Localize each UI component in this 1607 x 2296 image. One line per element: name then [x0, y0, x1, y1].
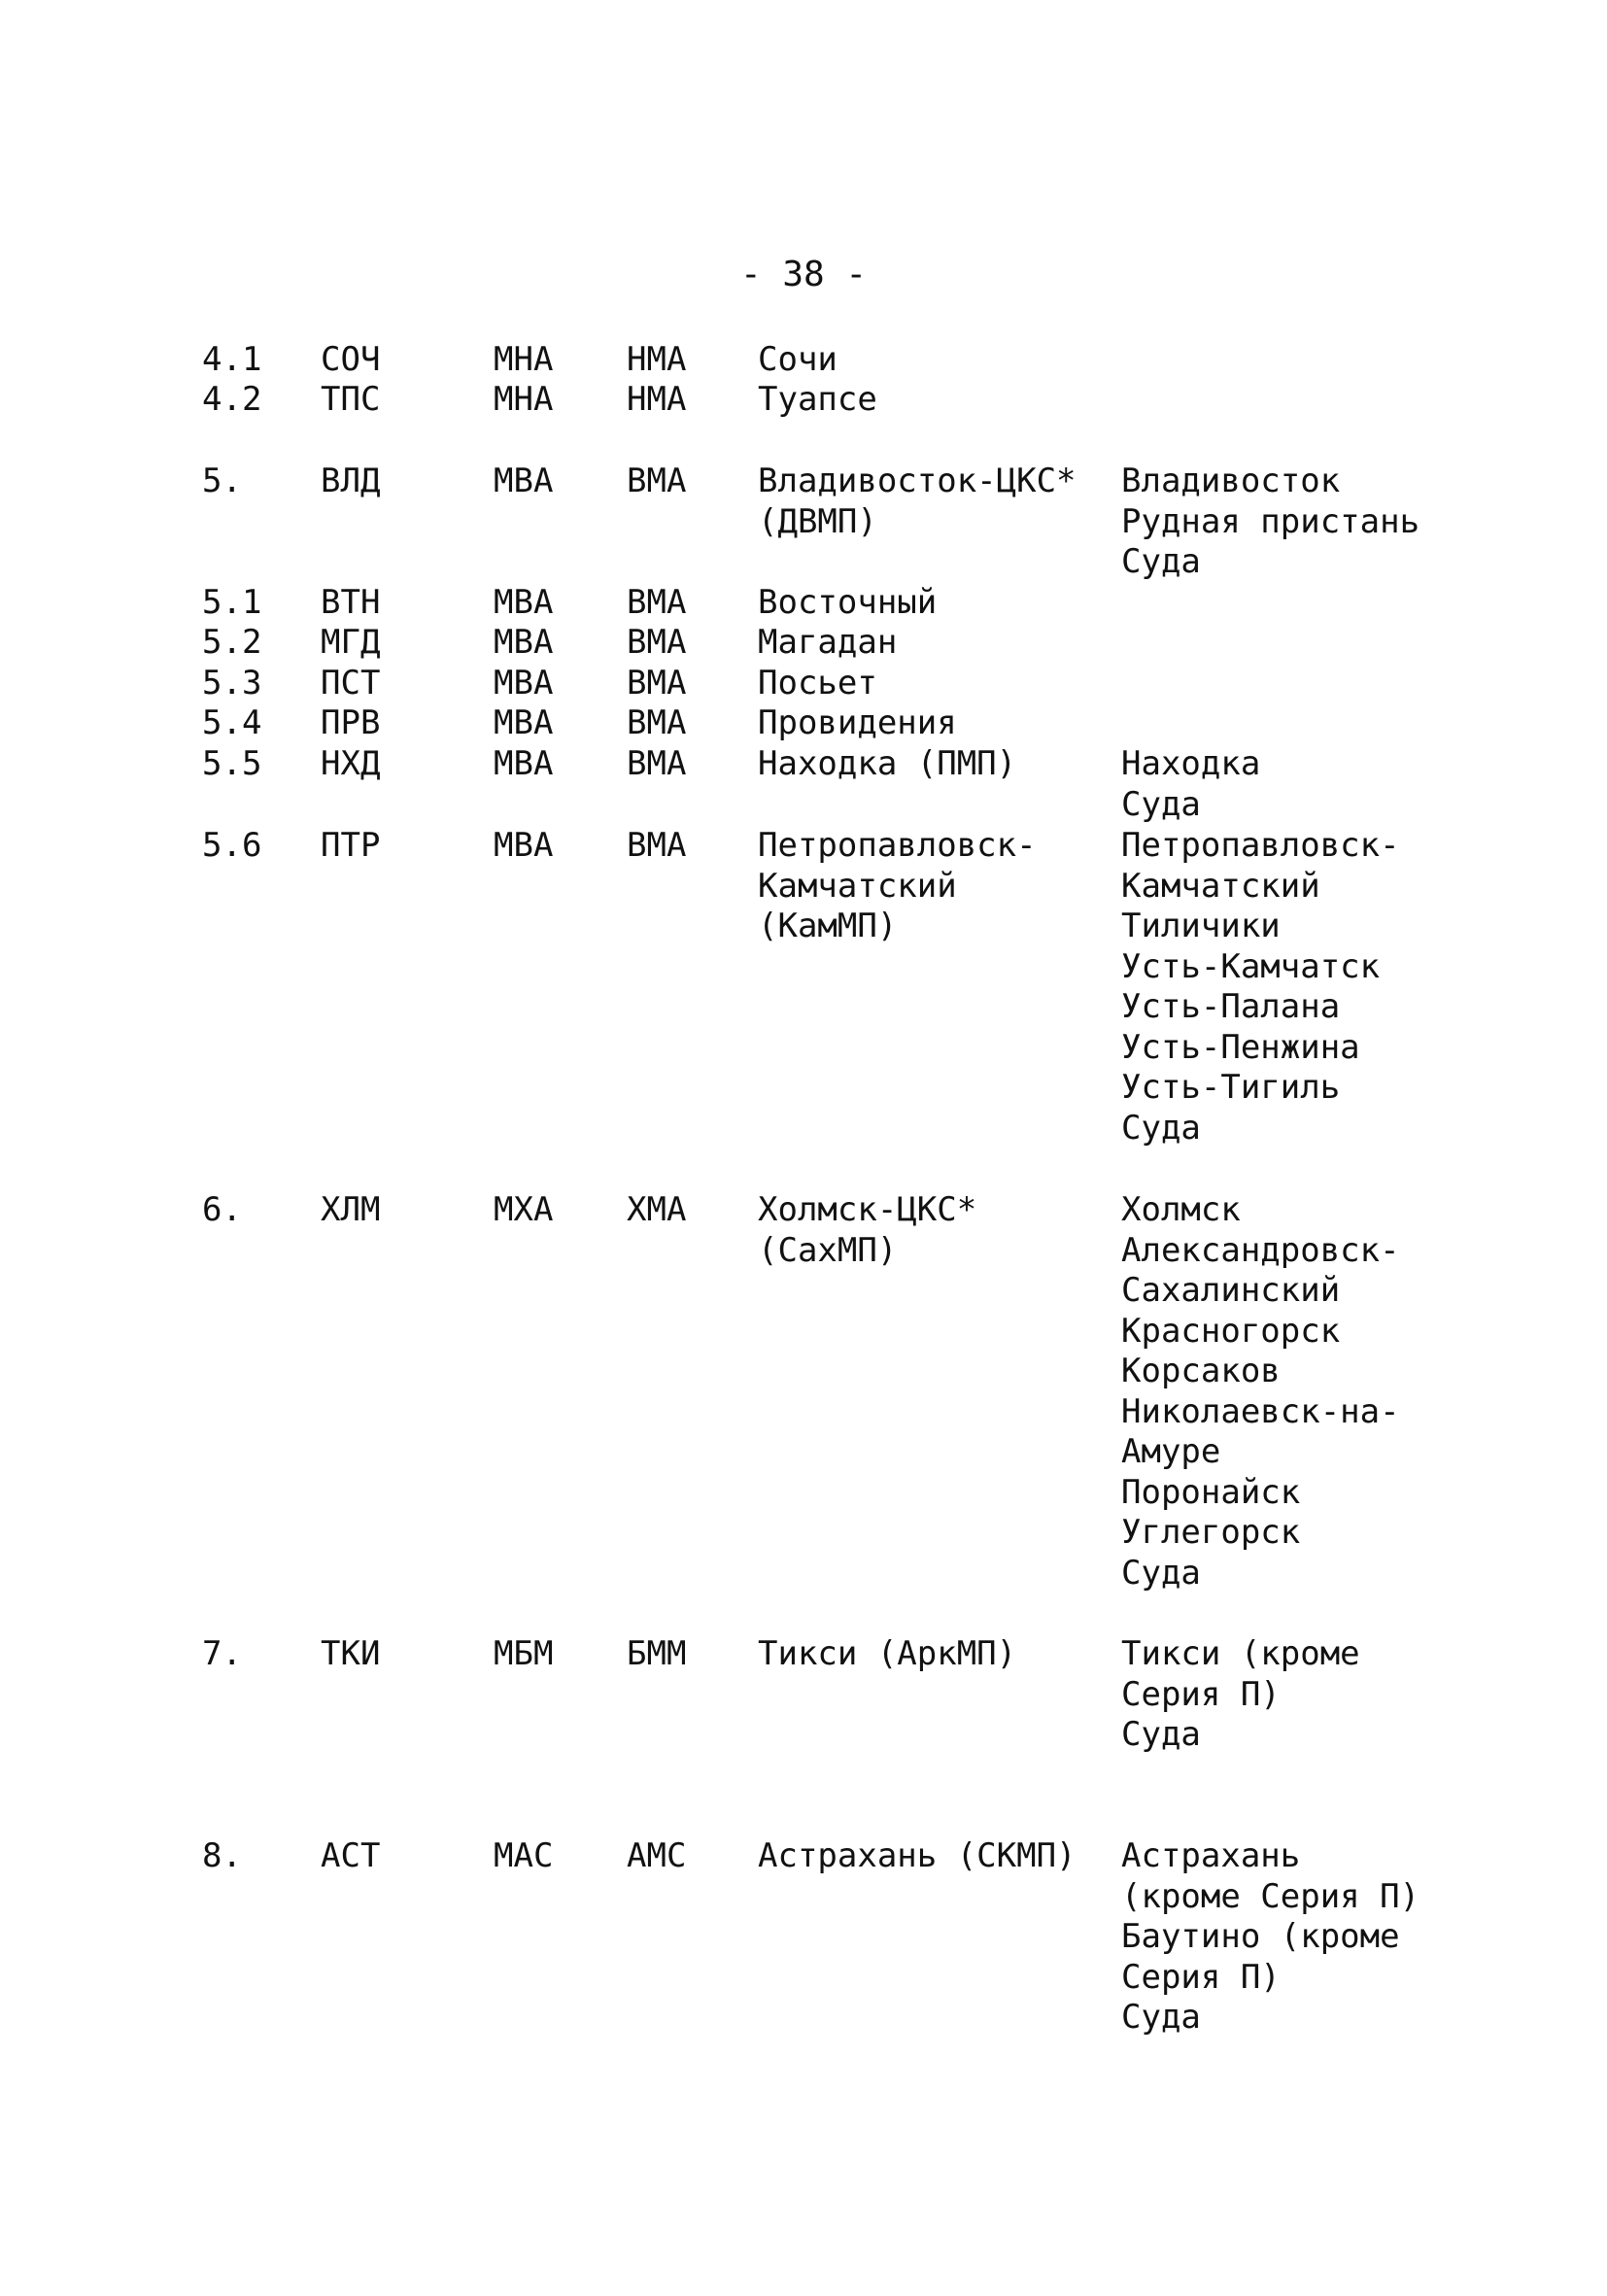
station-name-line: Холмск-ЦКС* — [758, 1190, 977, 1229]
row-number: 5.3 — [202, 664, 262, 703]
abbreviation-1: МВА — [494, 744, 554, 783]
station-name — [758, 340, 838, 381]
row-number: 7. — [202, 1634, 242, 1673]
row-number: 4.2 — [202, 380, 262, 419]
served-ports-line: Астрахань — [1121, 1836, 1301, 1875]
abbreviation-2: ХМА — [627, 1190, 687, 1229]
served-ports — [1121, 744, 1260, 825]
station-name-line: Петропавловск- — [758, 826, 1037, 865]
served-ports-line: Суда — [1121, 542, 1201, 581]
station-name-line: Камчатский — [758, 866, 957, 906]
abbreviation-1: МНА — [494, 340, 554, 379]
abbreviation-2: ВМА — [627, 583, 687, 622]
served-ports-line: Суда — [1121, 1108, 1201, 1148]
station-name-line: Сочи — [758, 340, 838, 379]
station-code: НХД — [321, 744, 381, 783]
station-name-line: Тикси (АркМП) — [758, 1634, 1017, 1673]
abbreviation-2: ВМА — [627, 744, 687, 783]
station-code: ВЛД — [321, 462, 381, 500]
station-name-line: (СахМП) — [758, 1230, 898, 1270]
station-code: ПРВ — [321, 703, 381, 742]
station-name — [758, 703, 957, 744]
station-name — [758, 1190, 976, 1271]
station-name-line: Туапсе — [758, 380, 877, 419]
station-name-line: Провидения — [758, 703, 957, 742]
served-ports-line: Усть-Камчатск — [1121, 946, 1381, 986]
served-ports-line: Рудная пристань — [1121, 501, 1420, 541]
served-ports-line: Углегорск — [1121, 1513, 1301, 1552]
station-name — [758, 380, 877, 421]
station-code: ПТР — [321, 826, 381, 865]
station-name — [758, 1634, 1016, 1675]
row-number: 6. — [202, 1190, 242, 1229]
abbreviation-1: МВА — [494, 826, 554, 865]
served-ports-line: Холмск — [1121, 1190, 1241, 1229]
station-name — [758, 623, 897, 664]
abbreviation-1: МХА — [494, 1190, 554, 1229]
abbreviation-2: ВМА — [627, 826, 687, 865]
served-ports — [1121, 1634, 1360, 1756]
served-ports-line: (кроме Серия П) — [1121, 1876, 1420, 1916]
abbreviation-1: МВА — [494, 583, 554, 622]
abbreviation-2: ВМА — [627, 703, 687, 742]
station-code: СОЧ — [321, 340, 381, 379]
station-name-line: Восточный — [758, 583, 938, 622]
abbreviation-1: МВА — [494, 462, 554, 500]
served-ports-line: Суда — [1121, 1715, 1201, 1754]
station-name — [758, 744, 1016, 785]
station-name-line: (КамМП) — [758, 907, 898, 945]
served-ports-line: Суда — [1121, 1998, 1201, 2037]
abbreviation-2: ВМА — [627, 623, 687, 662]
served-ports-line: Камчатский — [1121, 866, 1320, 906]
served-ports-line: Амуре — [1121, 1432, 1221, 1471]
station-code: МГД — [321, 623, 381, 662]
station-name-line: Находка (ПМП) — [758, 744, 1017, 783]
served-ports-line: Владивосток — [1121, 462, 1341, 500]
abbreviation-2: АМС — [627, 1836, 687, 1875]
served-ports-line: Петропавловск- — [1121, 826, 1400, 865]
row-number: 5.1 — [202, 583, 262, 622]
served-ports-line: Корсаков — [1121, 1352, 1281, 1390]
abbreviation-2: НМА — [627, 340, 687, 379]
station-code: ТПС — [321, 380, 381, 419]
row-number: 5. — [202, 462, 242, 500]
served-ports — [1121, 1836, 1419, 2039]
served-ports-line: Красногорск — [1121, 1311, 1341, 1351]
station-name — [758, 664, 877, 704]
served-ports-line: Тикси (кроме — [1121, 1634, 1360, 1673]
row-number: 8. — [202, 1836, 242, 1875]
abbreviation-2: НМА — [627, 380, 687, 419]
served-ports-line: Александровск- — [1121, 1230, 1400, 1270]
served-ports-line: Усть-Палана — [1121, 987, 1341, 1026]
row-number: 5.2 — [202, 623, 262, 662]
station-code: АСТ — [321, 1836, 381, 1875]
abbreviation-1: МБМ — [494, 1634, 554, 1673]
station-name-line: Владивосток-ЦКС* — [758, 462, 1077, 500]
station-name — [758, 1836, 1077, 1877]
served-ports-line: Поронайск — [1121, 1472, 1301, 1512]
served-ports-line: Тиличики — [1121, 907, 1281, 945]
served-ports — [1121, 826, 1400, 1148]
station-code: ПСТ — [321, 664, 381, 703]
station-name-line: Магадан — [758, 623, 898, 662]
abbreviation-1: МВА — [494, 703, 554, 742]
row-number: 4.1 — [202, 340, 262, 379]
served-ports-line: Усть-Пенжина — [1121, 1027, 1360, 1067]
served-ports — [1121, 462, 1419, 583]
served-ports-line: Серия П) — [1121, 1957, 1281, 1997]
station-name — [758, 462, 1077, 542]
served-ports-line: Сахалинский — [1121, 1271, 1341, 1310]
station-code: ТКИ — [321, 1634, 381, 1673]
abbreviation-1: МВА — [494, 623, 554, 662]
served-ports — [1121, 1190, 1400, 1593]
station-name-line: (ДВМП) — [758, 501, 877, 541]
served-ports-line: Николаевск-на- — [1121, 1391, 1400, 1431]
page-number: - 38 - — [739, 255, 868, 294]
station-code: ХЛМ — [321, 1190, 381, 1229]
station-name — [758, 583, 937, 624]
abbreviation-2: БММ — [627, 1634, 687, 1673]
served-ports-line: Серия П) — [1121, 1674, 1281, 1714]
abbreviation-1: МНА — [494, 380, 554, 419]
served-ports-line: Суда — [1121, 1553, 1201, 1593]
served-ports-line: Усть-Тигиль — [1121, 1068, 1341, 1107]
station-name-line: Астрахань (СКМП) — [758, 1836, 1077, 1875]
abbreviation-1: МАС — [494, 1836, 554, 1875]
abbreviation-2: ВМА — [627, 664, 687, 703]
abbreviation-2: ВМА — [627, 462, 687, 500]
station-name — [758, 826, 1037, 947]
abbreviation-1: МВА — [494, 664, 554, 703]
row-number: 5.4 — [202, 703, 262, 742]
station-code: ВТН — [321, 583, 381, 622]
served-ports-line: Находка — [1121, 744, 1261, 783]
served-ports-line: Баутино (кроме — [1121, 1917, 1400, 1956]
row-number: 5.5 — [202, 744, 262, 783]
served-ports-line: Суда — [1121, 784, 1201, 824]
station-name-line: Посьет — [758, 664, 877, 703]
row-number: 5.6 — [202, 826, 262, 865]
